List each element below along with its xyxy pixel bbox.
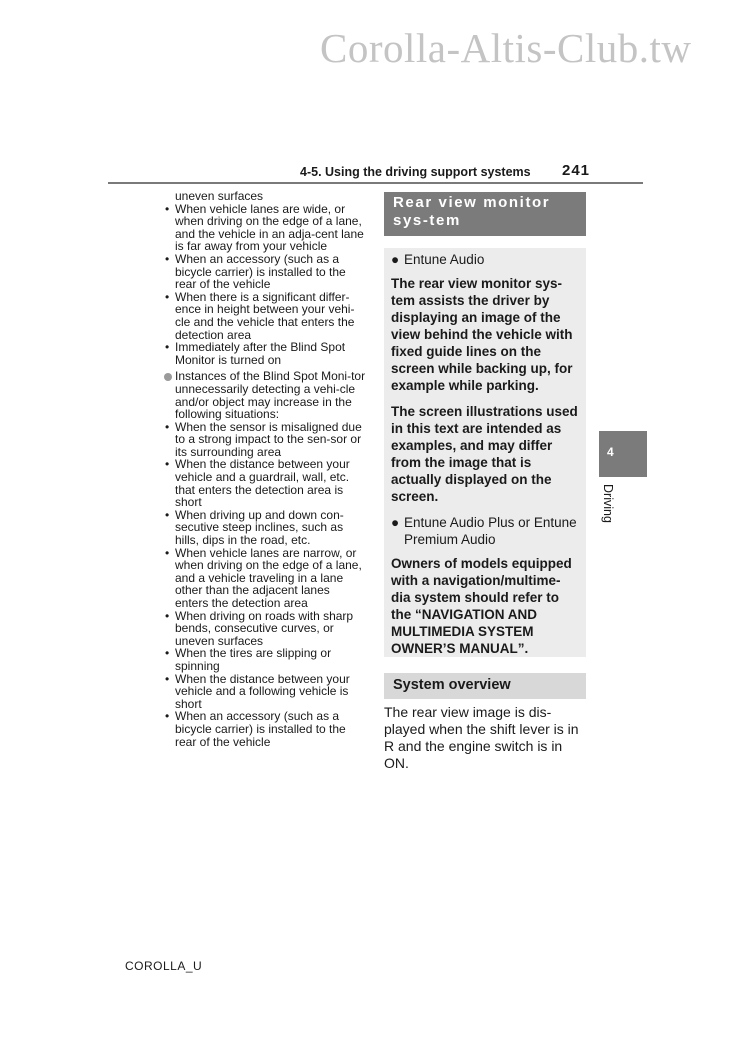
list-item: • Immediately after the Blind Spot Monitor is turned on: [165, 340, 346, 367]
info-box: [384, 248, 586, 657]
continuation-text: uneven surfaces: [175, 189, 264, 203]
circle-item: Instances of the Blind Spot Moni-tor unnecessarily detecting a vehi-cle and/or object may increase in the following situations:: [164, 370, 366, 420]
option-entune-premium: ● Entune Audio Plus or Entune Premium Audio: [391, 515, 577, 547]
subheading: System overview: [384, 673, 586, 699]
header-rule: [108, 182, 643, 184]
list-item: • When vehicle lanes are narrow, or when driving on the edge of a lane, and a vehicle traveling in a lane other than the adjacent lanes enters the detection area: [165, 545, 362, 610]
list-item: • When the distance between your vehicle and a guardrail, wall, etc. that enters the detection area is short: [165, 457, 350, 510]
bullet-icon: ●: [391, 252, 400, 267]
left-column: [164, 190, 366, 748]
list-item: • When vehicle lanes are wide, or when driving on the edge of a lane, and the vehicle in an adja-cent lane is far away from your vehicle: [165, 201, 364, 254]
list-item: • When an accessory (such as a bicycle carrier) is installed to the rear of the vehicle: [165, 251, 346, 292]
bullet-icon: ●: [391, 515, 400, 530]
section-banner: Rear view monitor sys-tem: [384, 192, 586, 236]
footer-code: COROLLA_U: [125, 959, 203, 973]
info-paragraph: Owners of models equipped with a navigation/multime-dia system should refer to the “NAVIGATION AND MULTIMEDIA SYSTEM OWNER’S MANUAL”.: [391, 556, 572, 656]
watermark: Corolla-Altis-Club.tw: [320, 25, 692, 71]
chapter-label: Driving: [601, 484, 615, 523]
info-paragraph: The screen illustrations used in this text are intended as examples, and may differ from the image that is actually displayed on the screen.: [391, 404, 578, 504]
list-item: • When the sensor is misaligned due to a strong impact to the sen-sor or its surrounding area: [165, 419, 362, 459]
circle-bullet-icon: [164, 373, 172, 381]
info-paragraph: The rear view monitor sys-tem assists the driver by displaying an image of the view behind the vehicle with fixed guide lines on the screen while backing up, for example while parking.: [391, 276, 573, 393]
list-item: • When driving on roads with sharp bends, consecutive curves, or uneven surfaces: [165, 608, 354, 648]
list-item: • When there is a significant differ-ence in height between your vehi-cle and the vehicle that enters the detection area: [165, 289, 355, 342]
list-item: • When an accessory (such as a bicycle carrier) is installed to the rear of the vehicle: [165, 709, 346, 749]
list-item: • When the distance between your vehicle and a following vehicle is short: [165, 671, 350, 711]
bullet-list-a: [164, 203, 366, 367]
section-title: 4-5. Using the driving support systems: [300, 165, 531, 179]
bullet-list-b: [164, 421, 366, 748]
chapter-tab: 4: [599, 431, 647, 477]
page-number: 241: [562, 162, 591, 179]
list-item: • When driving up and down con-secutive steep inclines, such as hills, dips in the road, etc.: [165, 507, 344, 548]
body-text: The rear view image is dis-played when the shift lever is in R and the engine switch is in ON.: [384, 704, 579, 771]
list-item: • When the tires are slipping or spinning: [165, 646, 332, 673]
option-entune-audio: ● Entune Audio: [391, 252, 485, 267]
